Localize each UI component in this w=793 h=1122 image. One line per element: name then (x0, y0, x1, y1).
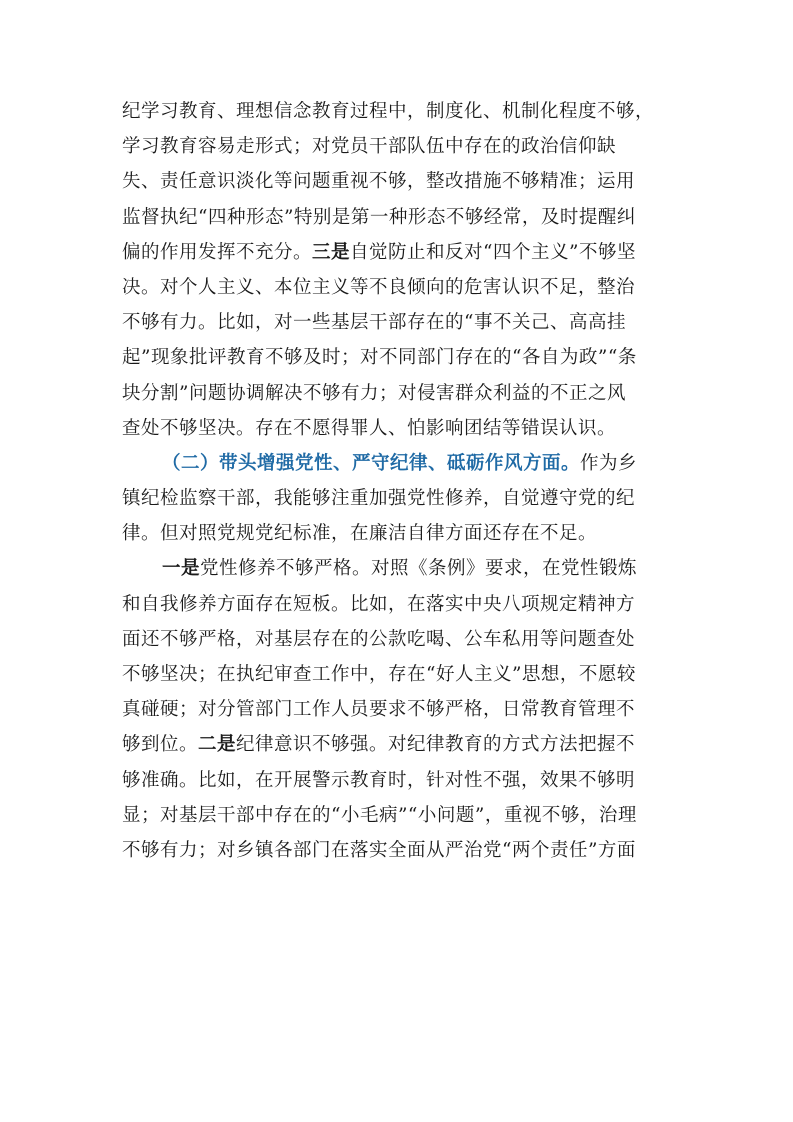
text-line (122, 340, 674, 375)
text-line (122, 622, 674, 657)
body-text: 偏的作用发挥不充分。 (122, 241, 313, 263)
section-heading: （二）带头增强党性、严守纪律、砥砺作风方面。 (162, 452, 581, 474)
emphasis-text: 三是 (312, 241, 351, 263)
emphasis-text: 二是 (198, 734, 237, 756)
body-text: 纪律意识不够强。对纪律教育的方式方法把握不 (236, 734, 636, 756)
body-text: 查处不够坚决。存在不愿得罪人、怕影响团结等错误认识。 (122, 417, 617, 439)
body-text: 律。但对照党规党纪标准，在廉洁自律方面还存在不足。 (122, 523, 598, 545)
text-line (122, 376, 674, 411)
body-text: 不够有力。比如，对一些基层干部存在的“事不关己、高高挂 (122, 312, 626, 334)
text-line (122, 446, 674, 481)
body-text: 失、责任意识淡化等问题重视不够，整改措施不够精准；运用 (122, 171, 636, 193)
body-text: 够到位。 (122, 734, 199, 756)
body-text: 面还不够严格，对基层存在的公款吃喝、公车私用等问题查处 (122, 628, 636, 650)
emphasis-text: 一是 (162, 558, 201, 580)
body-text: 党性修养不够严格。对照《条例》要求，在党性锻炼 (200, 558, 638, 580)
text-line (122, 763, 674, 798)
text-line (122, 587, 674, 622)
body-text: 真碰硬；对分管部门工作人员要求不够严格，日常教育管理不 (122, 699, 636, 721)
text-line (122, 305, 674, 340)
text-line (122, 692, 674, 727)
text-line (122, 833, 674, 868)
body-text: 镇纪检监察干部，我能够注重加强党性修养，自觉遵守党的纪 (122, 488, 636, 510)
body-text: 显；对基层干部中存在的“小毛病”“小问题”，重视不够，治理 (122, 804, 637, 826)
body-text: 不够有力；对乡镇各部门在落实全面从严治党“两个责任”方面 (122, 839, 636, 861)
text-line (122, 270, 674, 305)
body-text: 作为乡 (580, 452, 638, 474)
body-text: 不够坚决；在执纪审查工作中，存在“好人主义”思想，不愿较 (122, 664, 636, 685)
text-line (122, 657, 674, 692)
text-line (122, 727, 674, 762)
text-line (122, 411, 674, 446)
body-text: 决。对个人主义、本位主义等不良倾向的危害认识不足，整治 (122, 276, 636, 298)
text-line (122, 200, 674, 235)
body-text: 起”现象批评教育不够及时；对不同部门存在的“各自为政”“条 (122, 347, 637, 369)
text-line (122, 798, 674, 833)
text-line (122, 129, 674, 164)
text-line (122, 94, 674, 129)
body-text: 自觉防止和反对“四个主义”不够坚 (350, 241, 636, 263)
text-line (122, 235, 674, 270)
text-line (122, 551, 674, 586)
document-body (122, 94, 674, 868)
body-text: 和自我修养方面存在短板。比如，在落实中央八项规定精神方 (122, 593, 636, 615)
body-text: 学习教育容易走形式；对党员干部队伍中存在的政治信仰缺 (122, 136, 617, 158)
body-text: 块分割”问题协调解决不够有力；对侵害群众利益的不正之风 (122, 382, 626, 404)
body-text: 监督执纪“四种形态”特别是第一种形态不够经常，及时提醒纠 (122, 206, 636, 228)
text-line (122, 516, 674, 551)
text-line (122, 481, 674, 516)
body-text: 纪学习教育、理想信念教育过程中，制度化、机制化程度不够， (122, 101, 655, 122)
text-line (122, 164, 674, 199)
body-text: 够准确。比如，在开展警示教育时，针对性不强，效果不够明 (122, 769, 636, 791)
